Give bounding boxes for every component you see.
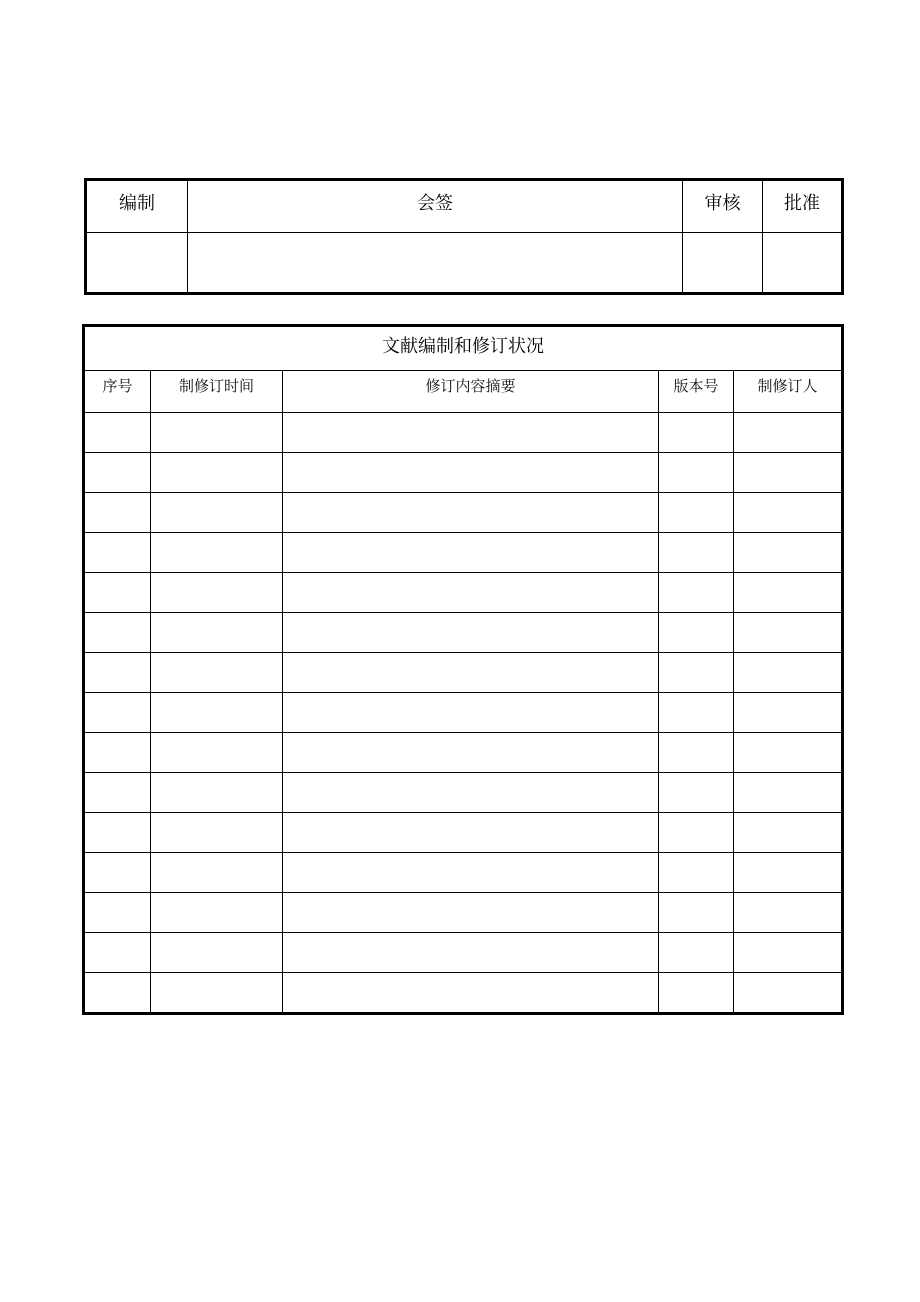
row-cell-reviser[interactable] (734, 533, 843, 573)
row-cell-seq[interactable] (84, 933, 151, 973)
row-cell-date[interactable] (151, 653, 283, 693)
row-cell-reviser[interactable] (734, 453, 843, 493)
row-cell-seq[interactable] (84, 853, 151, 893)
row-cell-reviser[interactable] (734, 653, 843, 693)
row-cell-summary[interactable] (283, 853, 659, 893)
row-cell-reviser[interactable] (734, 413, 843, 453)
row-cell-reviser[interactable] (734, 693, 843, 733)
row-cell-date[interactable] (151, 893, 283, 933)
row-cell-reviser[interactable] (734, 853, 843, 893)
table-row (84, 773, 843, 813)
row-cell-seq[interactable] (84, 693, 151, 733)
row-cell-reviser[interactable] (734, 933, 843, 973)
row-cell-summary[interactable] (283, 493, 659, 533)
row-cell-version[interactable] (659, 973, 734, 1014)
row-cell-version[interactable] (659, 533, 734, 573)
row-cell-summary[interactable] (283, 973, 659, 1014)
row-cell-date[interactable] (151, 773, 283, 813)
table-row (84, 493, 843, 533)
approval-signature-row (86, 233, 843, 294)
row-cell-version[interactable] (659, 693, 734, 733)
row-cell-date[interactable] (151, 813, 283, 853)
row-cell-version[interactable] (659, 573, 734, 613)
row-cell-version[interactable] (659, 893, 734, 933)
table-row (84, 693, 843, 733)
row-cell-summary[interactable] (283, 933, 659, 973)
row-cell-version[interactable] (659, 413, 734, 453)
row-cell-date[interactable] (151, 573, 283, 613)
table-row (84, 973, 843, 1014)
row-cell-version[interactable] (659, 653, 734, 693)
revision-rows (84, 413, 843, 1014)
revision-title-row (84, 326, 843, 371)
row-cell-version[interactable] (659, 773, 734, 813)
row-cell-summary[interactable] (283, 653, 659, 693)
countersign-signature-cell[interactable] (188, 233, 683, 294)
row-cell-reviser[interactable] (734, 573, 843, 613)
row-cell-date[interactable] (151, 453, 283, 493)
column-header-version: 版本号 (659, 371, 734, 413)
table-row (84, 653, 843, 693)
row-cell-reviser[interactable] (734, 893, 843, 933)
approve-signature-cell[interactable] (763, 233, 843, 294)
row-cell-summary[interactable] (283, 453, 659, 493)
column-header-date: 制修订时间 (151, 371, 283, 413)
row-cell-seq[interactable] (84, 733, 151, 773)
row-cell-seq[interactable] (84, 973, 151, 1014)
row-cell-reviser[interactable] (734, 493, 843, 533)
row-cell-version[interactable] (659, 933, 734, 973)
row-cell-version[interactable] (659, 613, 734, 653)
column-header-seq: 序号 (84, 371, 151, 413)
revision-history-table (82, 324, 844, 1015)
row-cell-date[interactable] (151, 933, 283, 973)
table-row (84, 893, 843, 933)
compile-header: 编制 (86, 180, 188, 233)
row-cell-reviser[interactable] (734, 733, 843, 773)
row-cell-version[interactable] (659, 453, 734, 493)
table-row (84, 613, 843, 653)
approval-header-row (86, 180, 843, 233)
row-cell-seq[interactable] (84, 533, 151, 573)
row-cell-seq[interactable] (84, 413, 151, 453)
row-cell-seq[interactable] (84, 893, 151, 933)
approve-header: 批准 (763, 180, 843, 233)
table-row (84, 453, 843, 493)
row-cell-summary[interactable] (283, 813, 659, 853)
compile-signature-cell[interactable] (86, 233, 188, 294)
row-cell-seq[interactable] (84, 813, 151, 853)
row-cell-date[interactable] (151, 733, 283, 773)
table-row (84, 933, 843, 973)
review-signature-cell[interactable] (683, 233, 763, 294)
row-cell-seq[interactable] (84, 493, 151, 533)
row-cell-summary[interactable] (283, 613, 659, 653)
table-row (84, 533, 843, 573)
row-cell-date[interactable] (151, 613, 283, 653)
table-row (84, 413, 843, 453)
table-row (84, 853, 843, 893)
row-cell-seq[interactable] (84, 613, 151, 653)
row-cell-version[interactable] (659, 733, 734, 773)
row-cell-date[interactable] (151, 693, 283, 733)
row-cell-reviser[interactable] (734, 773, 843, 813)
row-cell-summary[interactable] (283, 693, 659, 733)
row-cell-seq[interactable] (84, 653, 151, 693)
row-cell-reviser[interactable] (734, 613, 843, 653)
row-cell-reviser[interactable] (734, 813, 843, 853)
row-cell-date[interactable] (151, 853, 283, 893)
row-cell-version[interactable] (659, 813, 734, 853)
row-cell-seq[interactable] (84, 573, 151, 613)
row-cell-summary[interactable] (283, 573, 659, 613)
row-cell-version[interactable] (659, 853, 734, 893)
row-cell-summary[interactable] (283, 773, 659, 813)
column-header-summary: 修订内容摘要 (283, 371, 659, 413)
row-cell-seq[interactable] (84, 453, 151, 493)
revision-column-header-row (84, 371, 843, 413)
row-cell-seq[interactable] (84, 773, 151, 813)
row-cell-summary[interactable] (283, 533, 659, 573)
row-cell-summary[interactable] (283, 893, 659, 933)
table-row (84, 733, 843, 773)
table-row (84, 573, 843, 613)
row-cell-version[interactable] (659, 493, 734, 533)
row-cell-date[interactable] (151, 493, 283, 533)
row-cell-date[interactable] (151, 973, 283, 1014)
table-row (84, 813, 843, 853)
row-cell-date[interactable] (151, 413, 283, 453)
revision-table-title: 文献编制和修订状况 (84, 326, 843, 371)
row-cell-summary[interactable] (283, 733, 659, 773)
approval-table (84, 178, 844, 295)
row-cell-summary[interactable] (283, 413, 659, 453)
row-cell-reviser[interactable] (734, 973, 843, 1014)
countersign-header: 会签 (188, 180, 683, 233)
row-cell-date[interactable] (151, 533, 283, 573)
review-header: 审核 (683, 180, 763, 233)
column-header-reviser: 制修订人 (734, 371, 843, 413)
